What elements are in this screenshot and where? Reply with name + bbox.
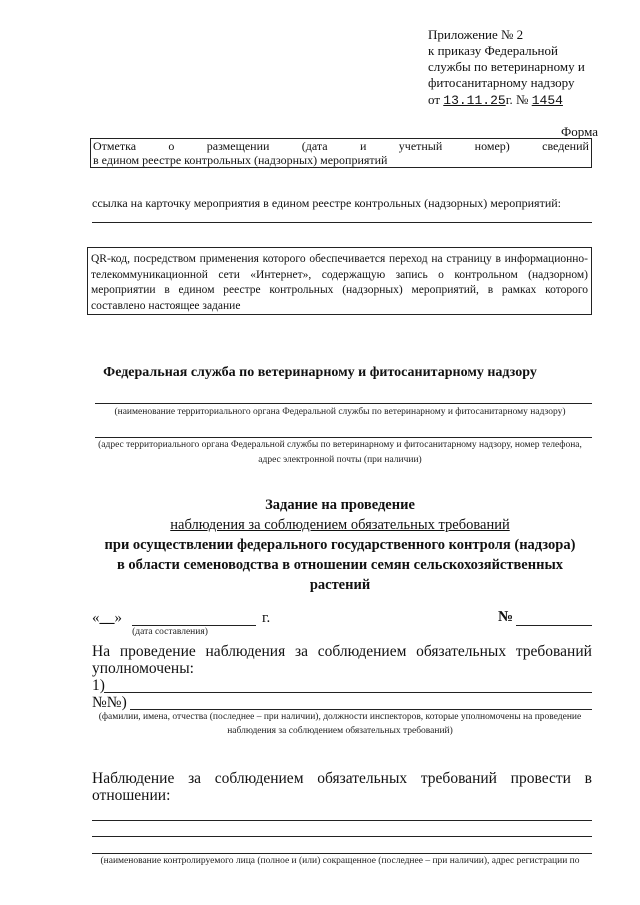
observation-word: требований xyxy=(420,770,497,787)
number-line xyxy=(516,625,592,626)
appendix-line-3: службы по ветеринарному и xyxy=(428,59,585,74)
placement-word: сведений xyxy=(542,139,589,153)
territorial-caption: (наименование территориального органа Федеральной службы по ветеринарному и фитосанитарному надзору) xyxy=(114,407,566,417)
observation-word: за xyxy=(188,770,202,787)
authorized-item-1: 1) xyxy=(92,677,105,694)
authorized-word: наблюдения xyxy=(205,643,286,660)
observation-word: соблюдением xyxy=(214,770,304,787)
date-year-suffix: г. xyxy=(262,610,271,626)
appendix-number-prefix: г. № xyxy=(505,92,529,107)
date-day-blank: __ xyxy=(99,610,115,626)
placement-word: о xyxy=(168,139,175,153)
authorized-caption-1: (фамилии, имена, отчества (последнее – при наличии), должности инспекторов, которые уполномочены на проведение xyxy=(98,712,582,722)
form-label: Форма xyxy=(561,124,598,139)
observation-word: Наблюдение xyxy=(92,770,175,787)
date-open-quote: « xyxy=(92,610,100,626)
task-title-line-1: Задание на проведение xyxy=(265,497,415,513)
task-title xyxy=(60,495,620,595)
placement-word: Отметка xyxy=(93,139,137,153)
appendix-date-line xyxy=(428,92,585,109)
observation-word: провести xyxy=(510,770,571,787)
territorial-line xyxy=(95,403,592,404)
authorized-word: требований xyxy=(515,643,592,660)
placement-box xyxy=(90,138,592,168)
appendix-number-value: 1454 xyxy=(531,93,563,108)
address-caption-2: адрес электронной почты (при наличии) xyxy=(258,455,422,465)
observation-line-2: отношении: xyxy=(92,787,171,804)
appendix-date-value: 13.11.25 xyxy=(443,93,506,108)
placement-word: учетный xyxy=(398,139,443,153)
authorized-line-1 xyxy=(92,643,592,660)
observation-block xyxy=(92,770,592,804)
observation-word: в xyxy=(584,770,592,787)
observation-line-b xyxy=(92,836,592,837)
authorized-word: за xyxy=(294,643,308,660)
date-caption: (дата составления) xyxy=(132,627,208,637)
appendix-line-4: фитосанитарному надзору xyxy=(428,75,575,90)
appendix-line-2: к приказу Федеральной xyxy=(428,43,558,58)
task-title-line-4: в области семеноводства в отношении семян сельскохозяйственных xyxy=(116,557,564,573)
appendix-line-1: Приложение № 2 xyxy=(428,27,524,42)
authorized-line-2: уполномочены: xyxy=(92,660,194,677)
appendix-date-prefix: от xyxy=(428,92,441,107)
authorized-word: проведение xyxy=(119,643,196,660)
placement-word: размещении xyxy=(206,139,270,153)
authorized-word: обязательных xyxy=(416,643,507,660)
authorized-block xyxy=(92,643,592,711)
authorized-item-2: №№) xyxy=(92,694,127,711)
appendix-header xyxy=(428,27,585,109)
placement-word: и xyxy=(360,139,367,153)
qr-code-box: QR-код, посредством применения которого обеспечивается переход на страницу в информационно-телекоммуникационной сети «Интернет», содержащую запись о контрольном (надзорном) мероприятии в едином реестре контрольных (надзорных) мероприятий, в рамках которого составлено настоящее задание xyxy=(87,247,592,315)
number-sign: № xyxy=(498,609,514,625)
authorized-word: На xyxy=(92,643,111,660)
placement-box-line-2: в едином реестре контрольных (надзорных) мероприятий xyxy=(93,153,388,167)
date-close-quote: » xyxy=(114,610,122,626)
observation-line-1 xyxy=(92,770,592,787)
task-title-line-2: наблюдения за соблюдением обязательных требований xyxy=(170,517,510,533)
registry-link-label: ссылка на карточку мероприятия в едином реестре контрольных (надзорных) мероприятий: xyxy=(92,196,561,210)
authorized-item-1-line xyxy=(104,692,592,693)
observation-caption: (наименование контролируемого лица (полное и (или) сокращенное (последнее – при наличии), адрес регистрации по xyxy=(100,856,580,866)
placement-word: номер) xyxy=(474,139,510,153)
registry-link-line xyxy=(92,222,592,223)
task-title-line-3: при осуществлении федерального государственного контроля (надзора) xyxy=(104,537,576,553)
authorized-word: соблюдением xyxy=(317,643,407,660)
placement-word: (дата xyxy=(301,139,328,153)
observation-word: обязательных xyxy=(317,770,408,787)
address-caption-1: (адрес территориального органа Федеральной службы по ветеринарному и фитосанитарному надзору, номер телефона, xyxy=(98,440,582,450)
observation-line-a xyxy=(92,820,592,821)
task-title-line-5: растений xyxy=(309,577,371,593)
authorized-caption-2: наблюдения за соблюдением обязательных требований) xyxy=(227,726,453,736)
agency-name: Федеральная служба по ветеринарному и фитосанитарному надзору xyxy=(103,365,537,380)
placement-box-line-1 xyxy=(93,139,589,153)
